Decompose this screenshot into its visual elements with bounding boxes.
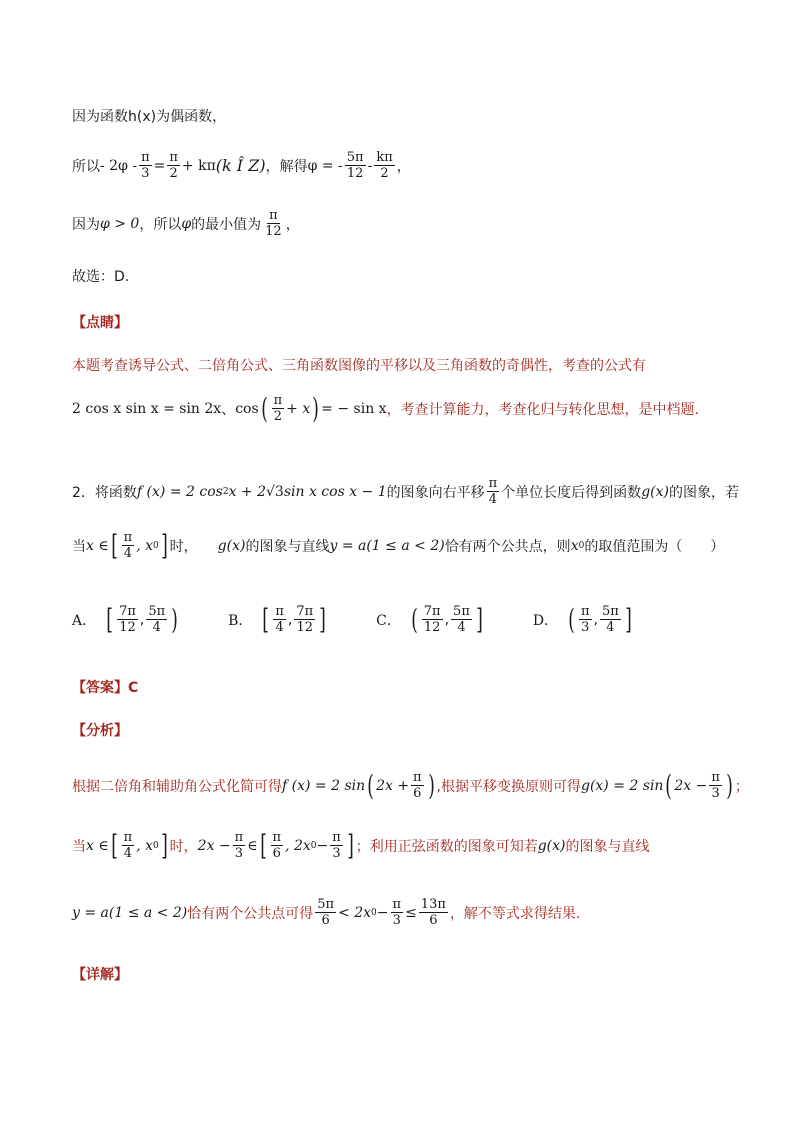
math: ≤ [405, 904, 417, 921]
paren-right: ) [427, 768, 435, 802]
bracket-right: ] [476, 602, 483, 636]
text: 因为 [72, 216, 100, 233]
fraction [451, 604, 472, 635]
math: , 2x [285, 837, 311, 854]
denominator: 12 [423, 620, 441, 635]
denominator: 12 [119, 620, 136, 635]
denominator: 12 [296, 620, 314, 635]
text: 、 [221, 401, 236, 418]
fenxi-line-2 [72, 830, 650, 861]
denominator: 2 [380, 166, 389, 181]
fraction [374, 150, 394, 181]
solution-line-2 [72, 150, 411, 181]
math: g(x) [537, 837, 566, 854]
fenxi-line-3 [72, 897, 580, 928]
numerator: π [332, 830, 341, 845]
options-row [72, 604, 682, 635]
text: ,根据平移变换原则可得 [436, 778, 581, 795]
math: x [570, 537, 579, 554]
text: 所以 [72, 158, 100, 175]
text: 故选：D. [72, 269, 130, 285]
math: φ [181, 215, 192, 232]
fraction [117, 604, 138, 635]
math: = [153, 157, 166, 174]
bracket-left: ( [568, 602, 575, 636]
text: ； [734, 778, 749, 795]
denominator: 12 [346, 166, 364, 181]
denominator: 6 [321, 913, 330, 928]
answer: 【答案】C [72, 680, 139, 696]
fraction [122, 530, 135, 561]
math: + kπ [181, 157, 216, 174]
answer-line [72, 677, 138, 697]
option-d[interactable]: D． ( $\frac{\pi}{3}$ , $\frac{5\pi}{4}$ ] [532, 602, 632, 636]
numerator: 5π [601, 604, 619, 619]
denominator: 2 [169, 166, 178, 181]
subscript: 0 [578, 540, 585, 551]
numerator: π [275, 604, 284, 619]
fraction [233, 830, 246, 861]
denominator: 4 [488, 492, 498, 507]
dianjing-line-2 [72, 393, 699, 424]
bracket-right: ) [171, 602, 178, 636]
math: y = a(1 ≤ a < 2) [329, 537, 445, 554]
numerator: π [392, 897, 402, 912]
bracket-left: [ [262, 602, 270, 636]
math: - [367, 157, 373, 174]
fraction [345, 150, 366, 181]
numerator: 5π [148, 604, 166, 619]
numerator: π [272, 830, 282, 845]
math: − [376, 904, 389, 921]
fraction [272, 393, 285, 424]
bracket-left: ( [411, 602, 418, 636]
denominator: 2 [273, 409, 283, 424]
text: ， [285, 216, 300, 233]
numerator: 13π [420, 897, 446, 912]
option-label: C． [376, 612, 401, 629]
math: 2x − [674, 777, 708, 794]
text: ；利用正弦函数的图象可知若 [355, 838, 538, 855]
fraction [419, 897, 448, 928]
text: 【点睛】 [72, 315, 128, 331]
paren-right: ) [312, 391, 319, 425]
fraction [122, 830, 135, 861]
bracket-left: [ [110, 528, 118, 562]
fraction [146, 604, 167, 635]
fenxi-line-1 [72, 770, 749, 801]
fraction [315, 897, 336, 928]
solution-line-1 [72, 106, 226, 126]
fraction [422, 604, 443, 635]
math: , x [136, 837, 153, 854]
fraction [411, 770, 424, 801]
text: 时， [169, 538, 198, 555]
math: < 2x [338, 904, 372, 921]
bracket-left: [ [106, 602, 113, 636]
option-label: A． [72, 612, 97, 629]
numerator: π [234, 830, 244, 845]
denominator: 3 [234, 846, 244, 861]
text: 的图象与直线 [565, 838, 650, 855]
text: 的图象与直线 [245, 538, 330, 555]
fraction [294, 604, 315, 635]
fraction [139, 150, 152, 181]
numerator: π [123, 530, 133, 545]
dianjing-line-1 [72, 355, 646, 375]
text: 根据二倍角和辅助角公式化简可得 [72, 778, 282, 795]
fraction [600, 604, 621, 635]
denominator: 4 [275, 620, 284, 635]
numerator: 7π [119, 604, 136, 619]
numerator: kπ [376, 150, 393, 165]
denominator: 6 [429, 913, 438, 928]
numerator: π [711, 770, 720, 785]
subscript: 0 [153, 540, 159, 551]
text: 的取值范围为（ ） [584, 538, 725, 555]
numerator: π [269, 208, 278, 223]
math: cos [235, 400, 259, 417]
text: 的最小值为 [191, 216, 262, 233]
math: 2x − [197, 837, 231, 854]
denominator: 4 [123, 546, 133, 561]
denominator: 3 [141, 166, 150, 181]
fraction [579, 604, 592, 635]
math: x + 2 [228, 483, 266, 500]
numerator: π [141, 150, 150, 165]
math: sin x cos x − 1 [283, 483, 387, 500]
math: ∈ [247, 837, 258, 854]
subscript: 0 [153, 840, 159, 851]
text: 2．将函数 [72, 484, 137, 501]
denominator: 4 [123, 846, 133, 861]
denominator: 4 [152, 620, 161, 635]
question-line-1 [72, 476, 739, 507]
math: f (x) = 2 sin [282, 777, 366, 794]
numerator: 5π [453, 604, 470, 619]
math: f (x) = 2 cos [136, 483, 223, 500]
numerator: 7π [423, 604, 441, 619]
text: 恰有两个公共点，则 [444, 538, 571, 555]
text: 时， [169, 838, 198, 855]
text: 个单位长度后得到函数 [501, 484, 642, 501]
math: φ = - [307, 157, 343, 174]
paren-left: ( [665, 768, 673, 802]
math: y = a(1 ≤ a < 2) [72, 904, 188, 921]
text: ，所以 [139, 216, 182, 233]
math: 2x + [376, 777, 410, 794]
question-line-2 [72, 530, 724, 561]
text: 当 [72, 538, 86, 555]
numerator: 5π [346, 150, 364, 165]
math: (k Î Z) [215, 156, 266, 175]
text: 当 [72, 838, 86, 855]
paren-right: ) [726, 768, 733, 802]
fraction [167, 150, 180, 181]
fraction [709, 770, 722, 801]
subscript: 0 [371, 907, 377, 918]
fraction [263, 208, 284, 239]
option-c[interactable]: C． ( $\frac{7\pi}{12}$ , $\frac{5\pi}{4}$ ] [376, 602, 483, 636]
numerator: π [580, 604, 590, 619]
text: 的图象，若 [668, 484, 739, 501]
denominator: 3 [711, 786, 720, 801]
denominator: 3 [332, 846, 341, 861]
section-header-dianjing [72, 312, 128, 332]
numerator: π [123, 830, 133, 845]
math: x ∈ [86, 537, 109, 554]
math: − [316, 837, 329, 854]
text: 【详解】 [72, 967, 128, 983]
math: = − sin x [321, 400, 387, 417]
section-header-xiangjie [72, 964, 128, 984]
superscript: 2 [222, 486, 229, 497]
denominator: 4 [457, 620, 466, 635]
text: 的图象向右平移 [386, 484, 485, 501]
math: √3 [266, 483, 284, 500]
text: 恰有两个公共点可得 [187, 905, 314, 922]
section-header-fenxi [72, 720, 128, 740]
option-b[interactable]: B． [ $\frac{\pi}{4}$ , $\frac{7\pi}{12}$ ] [228, 602, 326, 636]
numerator: 7π [296, 604, 314, 619]
subscript: 0 [310, 840, 317, 851]
bracket-right: ] [319, 602, 326, 636]
fraction [273, 604, 286, 635]
fraction [487, 476, 500, 507]
solution-line-4 [72, 266, 129, 286]
numerator: 5π [317, 897, 335, 912]
denominator: 4 [606, 620, 615, 635]
text: 本题考查诱导公式、二倍角公式、三角函数图像的平移以及三角函数的奇偶性，考查的公式有 [72, 358, 646, 374]
math: g(x) [641, 483, 669, 500]
fraction [391, 897, 404, 928]
text: 【分析】 [72, 723, 128, 739]
denominator: 6 [272, 846, 281, 861]
solution-line-3 [72, 208, 300, 239]
math: , x [136, 537, 153, 554]
math: g(x) [217, 537, 246, 554]
denominator: 6 [413, 786, 422, 801]
text: ， [396, 158, 411, 175]
paren-left: ( [367, 768, 374, 802]
option-label: D． [532, 612, 559, 629]
numerator: π [273, 393, 283, 408]
fraction [271, 830, 284, 861]
math: g(x) = 2 sin [580, 777, 664, 794]
numerator: π [169, 150, 178, 165]
math: - 2φ - [100, 157, 138, 174]
bracket-left: [ [110, 828, 118, 862]
numerator: π [488, 476, 498, 491]
text: ，解不等式求得结果. [449, 905, 581, 922]
denominator: 3 [392, 913, 401, 928]
text: 因为函数h(x)为偶函数， [72, 109, 227, 125]
text: ，解得 [265, 158, 308, 175]
numerator: π [413, 770, 422, 785]
bracket-left: [ [259, 828, 267, 862]
math: φ > 0 [100, 215, 140, 232]
math: + x [286, 400, 311, 417]
bracket-right: ] [625, 602, 632, 636]
bracket-right: ] [346, 828, 354, 862]
option-a[interactable]: A． [ $\frac{7\pi}{12}$ , $\frac{5\pi}{4}$ ) [72, 602, 178, 636]
math: x ∈ [86, 837, 109, 854]
paren-left: ( [260, 391, 268, 425]
text: ，考查计算能力，考查化归与转化思想，是中档题. [386, 401, 700, 418]
bracket-right: ] [160, 528, 168, 562]
bracket-right: ] [160, 828, 168, 862]
denominator: 3 [581, 620, 590, 635]
option-label: B． [228, 612, 253, 629]
fraction [330, 830, 343, 861]
denominator: 12 [265, 224, 282, 239]
math: 2 cos x sin x = sin 2x [72, 400, 222, 417]
